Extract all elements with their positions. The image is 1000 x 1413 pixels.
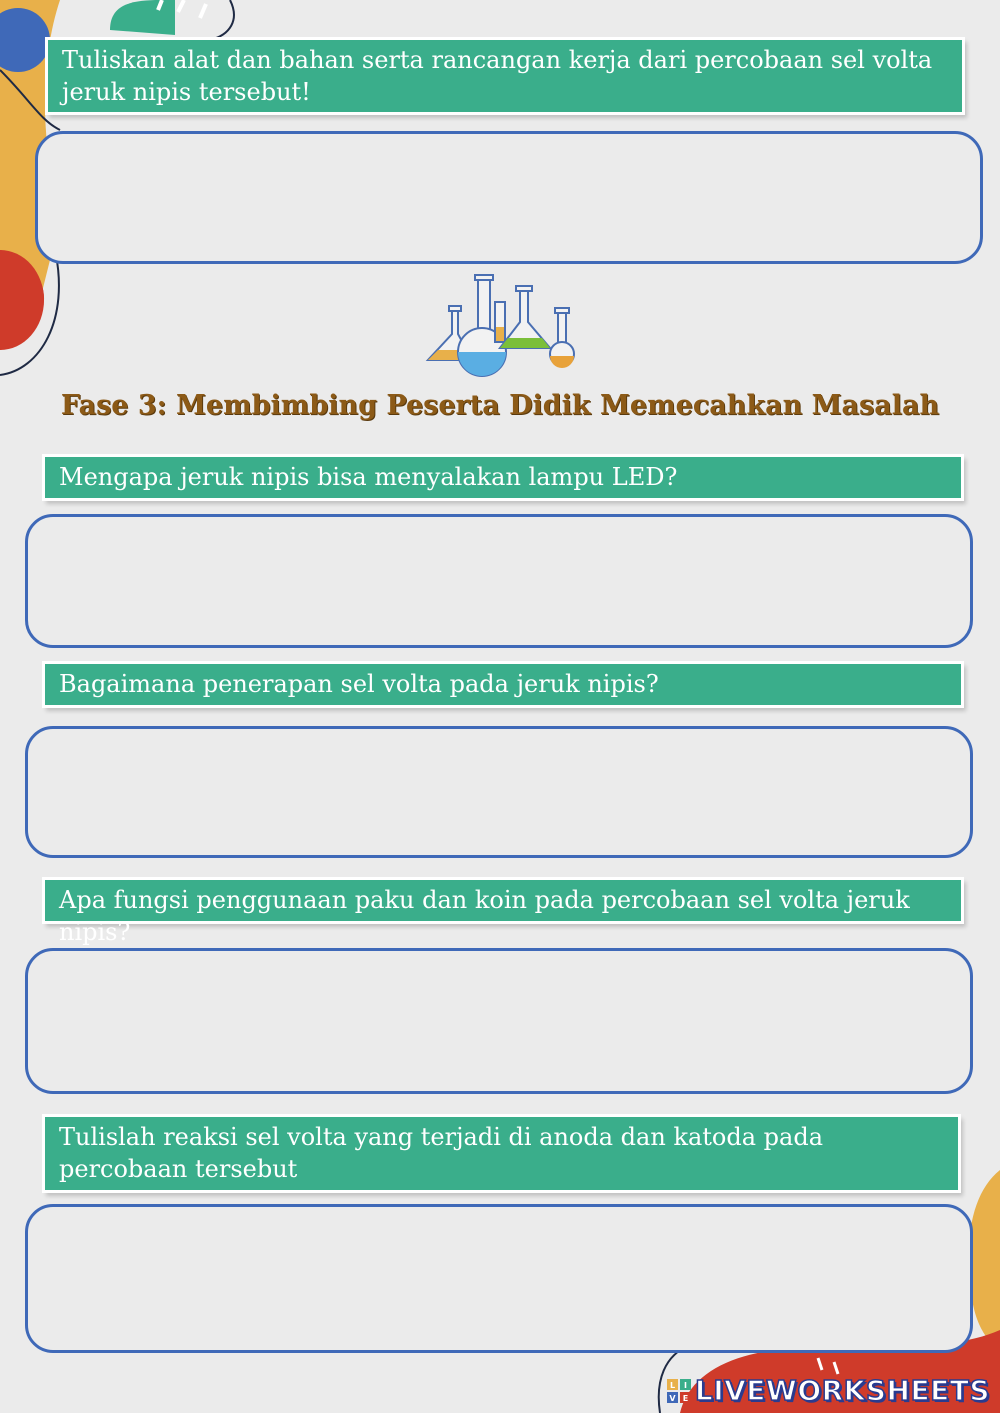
question-label-2: Mengapa jeruk nipis bisa menyalakan lampu LED?	[45, 457, 961, 498]
answer-box-1[interactable]	[35, 131, 983, 264]
question-label-4: Apa fungsi penggunaan paku dan koin pada percobaan sel volta jeruk nipis?	[45, 880, 961, 921]
logo-letter-l: L	[669, 1380, 675, 1390]
question-label-1: Tuliskan alat dan bahan serta rancangan kerja dari percobaan sel volta jeruk nipis tersebut!	[48, 40, 962, 112]
logo-letter-v: V	[669, 1393, 676, 1403]
lab-flasks-icon	[420, 272, 580, 382]
logo-letter-i: I	[683, 1380, 687, 1390]
logo-letter-e: E	[682, 1393, 689, 1403]
answer-box-4[interactable]	[25, 948, 973, 1094]
question-label-3: Bagaimana penerapan sel volta pada jeruk nipis?	[45, 664, 961, 705]
answer-box-3[interactable]	[25, 726, 973, 858]
liveworksheets-logo[interactable]	[667, 1374, 990, 1407]
answer-box-5[interactable]	[25, 1204, 973, 1353]
phase-title: Fase 3: Membimbing Peserta Didik Memecahkan Masalah	[60, 390, 940, 421]
liveworksheets-logo-icon	[667, 1379, 691, 1403]
answer-box-2[interactable]	[25, 514, 973, 648]
brand-name: LIVEWORKSHEETS	[694, 1374, 990, 1407]
question-label-5: Tulislah reaksi sel volta yang terjadi di anoda dan katoda pada percobaan tersebut	[45, 1117, 958, 1190]
